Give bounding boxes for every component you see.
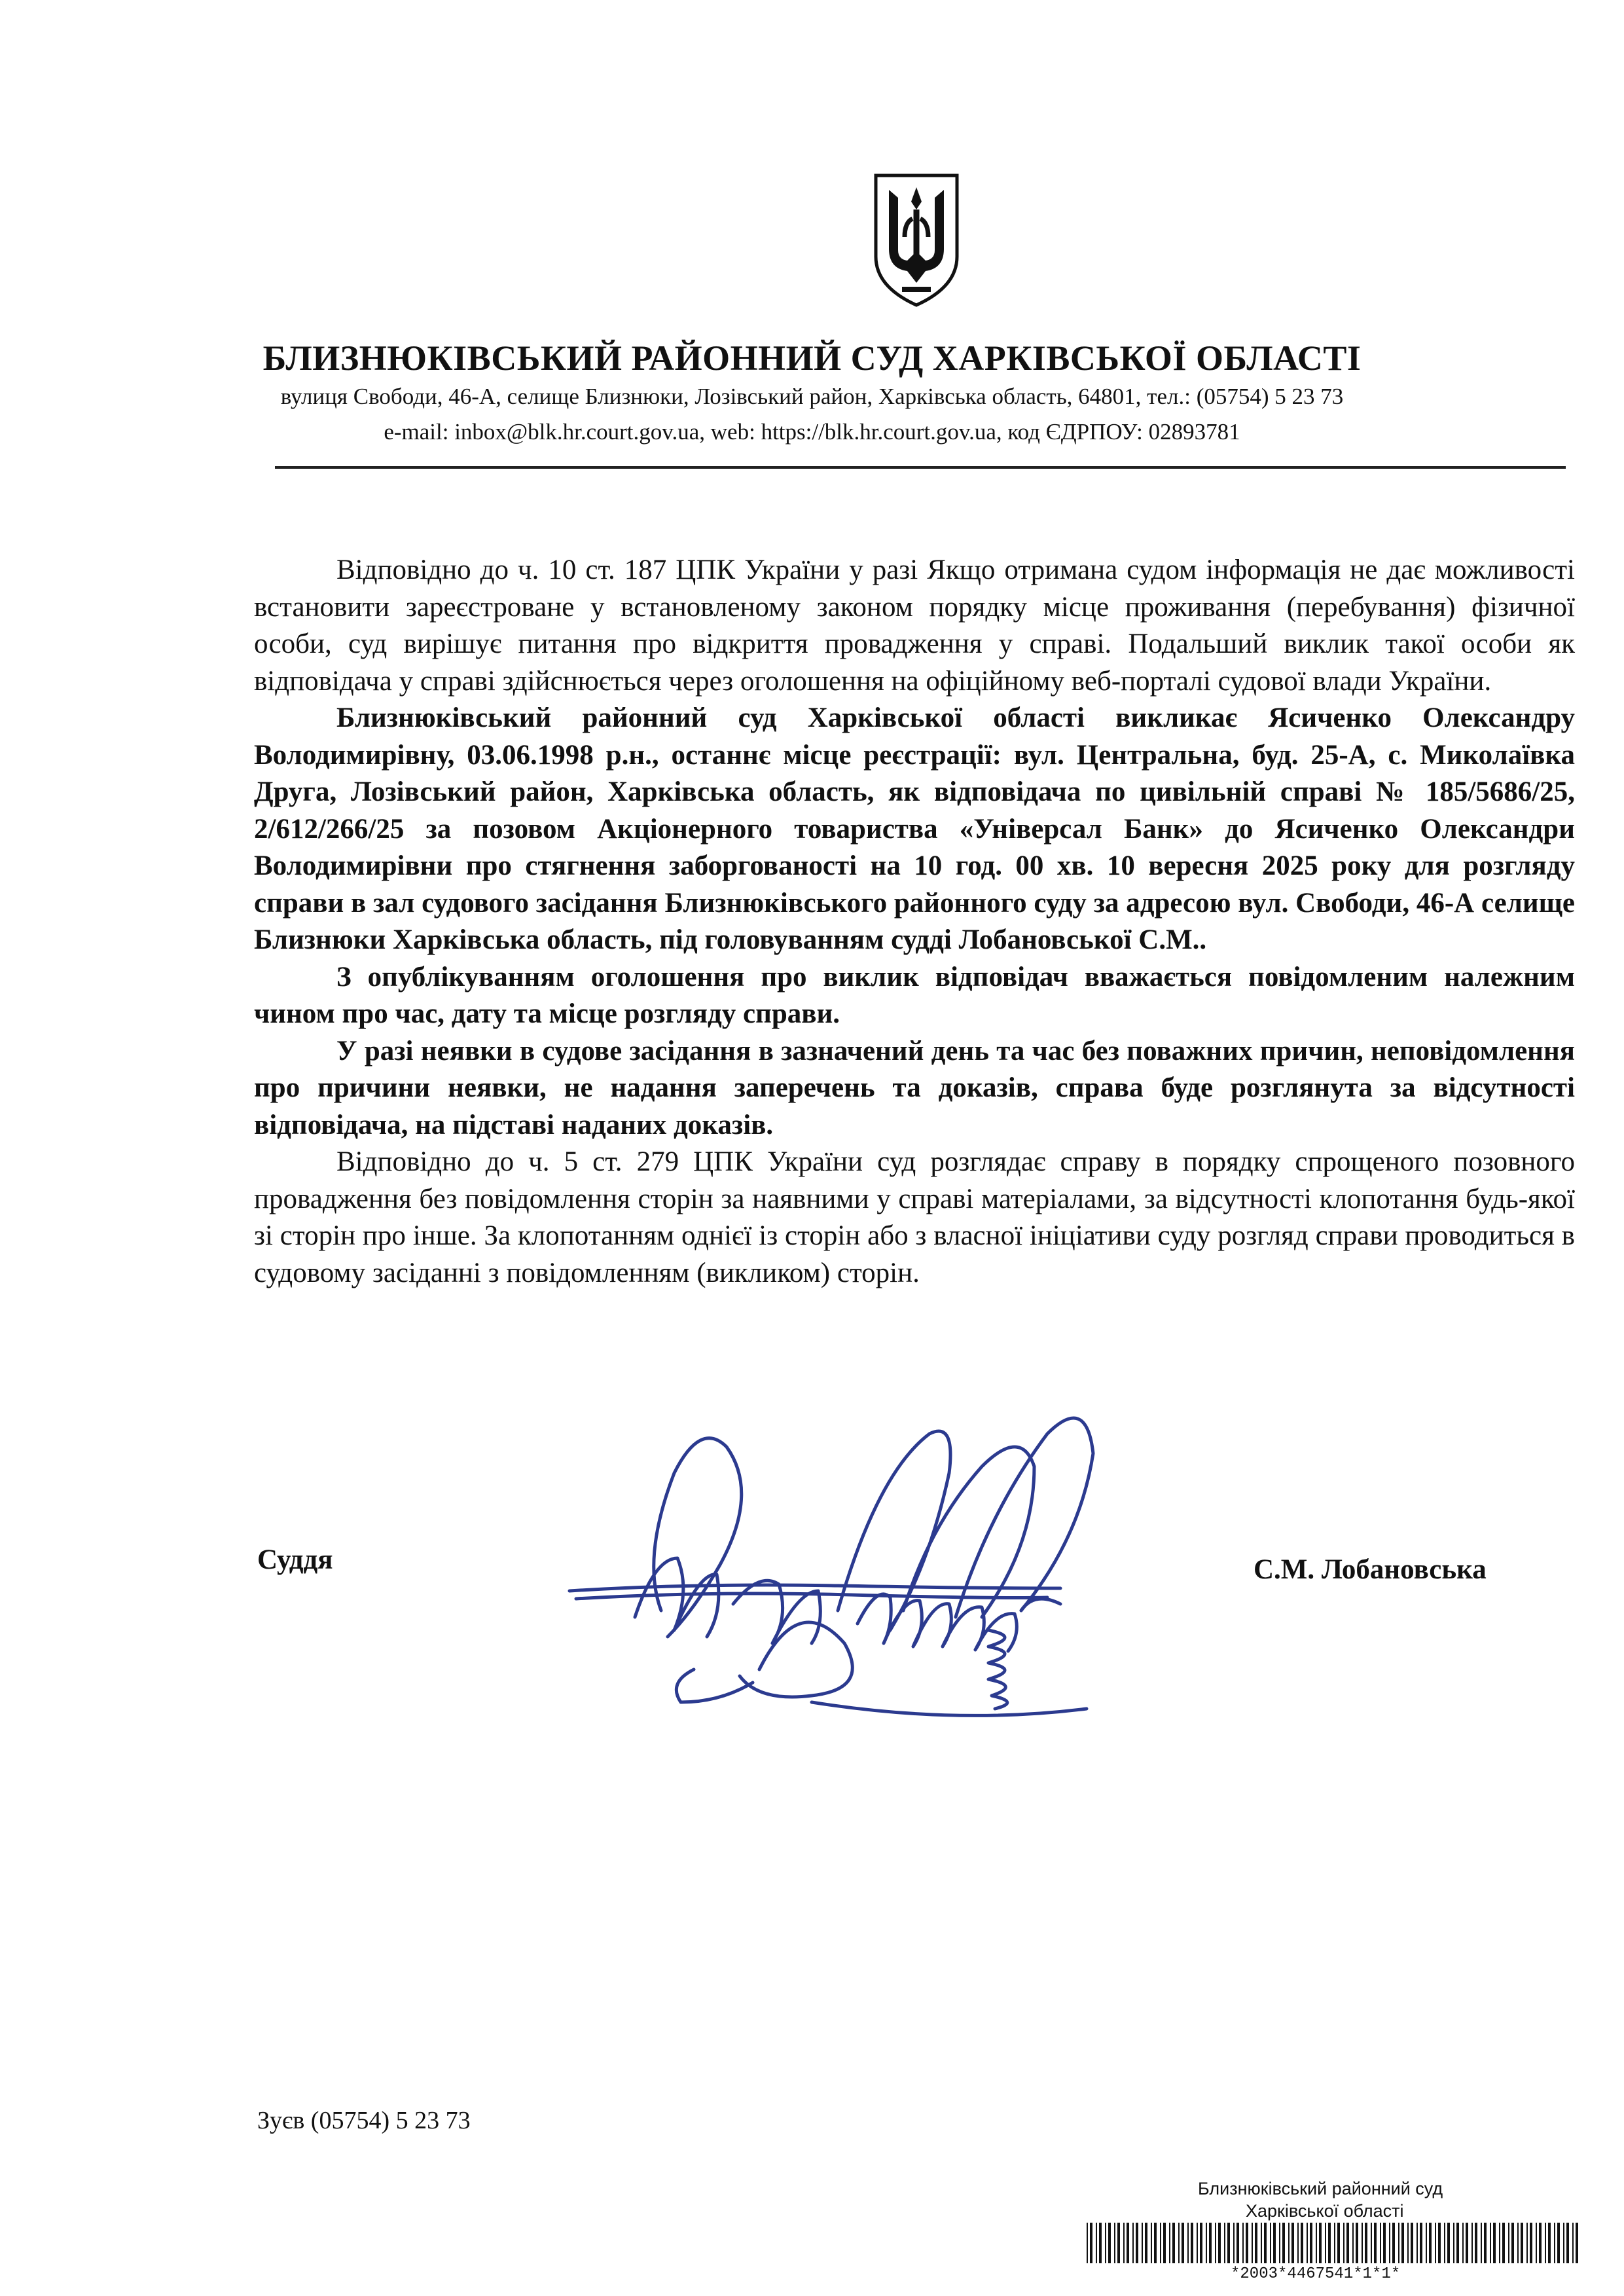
paragraph-summons: Близнюківський районний суд Харківської області викликає Ясиченко Олександру Володимирівну, 03.06.1998 р.н., останнє місце реєстрації: вул. Центральна, буд. 25-А, с. Миколаївка Друга, Лозівський район, Харківська область, як відповідача по цивільній справі № 185/5686/25, 2/612/266/25 за позовом Акціонерного товариства «Універсал Банк» до Ясиченко Олександри Володимирівни про стягнення заборгованості на 10 год. 00 хв. 10 вересня 2025 року для розгляду справи в зал судового засідання Близнюківського районного суду за адресою вул. Свободи, 46-А селище Близнюки Харківська область, під головуванням судді Лобановської С.М..: [254, 702, 1575, 955]
executor-contact: Зуєв (05754) 5 23 73: [257, 2107, 471, 2134]
paragraph-procedure: Відповідно до ч. 5 ст. 279 ЦПК України суд розглядає справу в порядку спрощеного позовного провадження без повідомлення сторін за наявними у справі матеріалами, за відсутності клопотання будь-якої зі сторін про інше. За клопотанням однієї із сторін або з власної ініціативи суду розгляд справи проводиться в судовому засіданні з повідомленням (викликом) сторін.: [254, 1146, 1575, 1288]
paragraph-legal-basis: Відповідно до ч. 10 ст. 187 ЦПК України у разі Якщо отримана судом інформація не дає можливості встановити зареєстроване у встановленому законом порядку місце проживання (перебування) фізичної особи, суд вирішує питання про відкриття провадження у справі. Подальший виклик такої особи як відповідача у справі здійснюється через оголошення на офіційному веб-порталі судової влади України.: [254, 555, 1575, 697]
letter-body: [254, 552, 1575, 1292]
handwritten-signature: [563, 1394, 1165, 1735]
registry-stamp-region: Харківської області: [1246, 2201, 1404, 2221]
header-divider: [275, 466, 1566, 469]
trident-coat-of-arms-icon: [871, 172, 962, 309]
paragraph-notification: З опублікуванням оголошення про виклик відповідач вважається повідомленим належним чином про час, дату та місце розгляду справи.: [254, 961, 1575, 1029]
document-barcode: [1087, 2223, 1584, 2263]
court-address: вулиця Свободи, 46-А, селище Близнюки, Лозівський район, Харківська область, 64801, тел.: (05754) 5 23 73: [280, 384, 1344, 409]
judge-name: С.М. Лобановська: [1254, 1554, 1487, 1585]
paragraph-absence: У разі неявки в судове засідання в зазначений день та час без поважних причин, неповідомлення про причини неявки, не надання заперечень та доказів, справа буде розглянута за відсутності відповідача, на підставі наданих доказів.: [254, 1035, 1575, 1140]
judge-role-label: Суддя: [257, 1544, 333, 1575]
court-contacts: e-mail: inbox@blk.hr.court.gov.ua, web: https://blk.hr.court.gov.ua, код ЄДРПОУ: 02893781: [384, 419, 1240, 445]
registry-stamp-court: Близнюківський районний суд: [1198, 2179, 1443, 2198]
barcode-number: *2003*4467541*1*1*: [1231, 2265, 1401, 2283]
court-name: БЛИЗНЮКІВСЬКИЙ РАЙОННИЙ СУД ХАРКІВСЬКОЇ ОБЛАСТІ: [262, 338, 1362, 378]
